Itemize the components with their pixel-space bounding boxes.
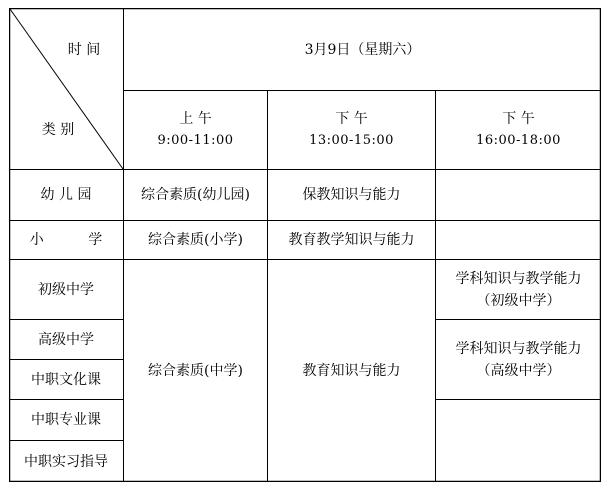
category-row-label: 初级中学 — [38, 281, 94, 298]
session-morning — [124, 91, 267, 169]
category-row-label: 中职文化课 — [31, 371, 101, 388]
subject-cell-merged: 综合素质(中学) — [148, 363, 243, 379]
session-time: 16:00-18:00 — [476, 133, 561, 148]
category-row-label: 中职实习指导 — [24, 453, 108, 470]
subject-line: 学科知识与教学能力 — [455, 270, 582, 287]
subject-cell: 综合素质(幼儿园) — [141, 187, 250, 203]
category-header-label: 类 别 — [41, 122, 75, 138]
subject-cell: 教育教学知识与能力 — [288, 232, 415, 248]
subject-line: （初级中学） — [476, 292, 561, 309]
category-row-label: 幼 儿 园 — [40, 187, 92, 203]
category-text: 小 学 — [29, 232, 103, 248]
exam-date: 3月9日（星期六） — [304, 42, 421, 58]
category-row-label: 中职专业课 — [31, 412, 101, 428]
category-row-label: 高级中学 — [38, 331, 94, 348]
session-period: 下 午 — [335, 111, 368, 127]
session-afternoon-2 — [436, 91, 601, 169]
session-time: 9:00-11:00 — [157, 133, 234, 148]
subject-cell-junior — [436, 260, 601, 319]
exam-schedule-table — [9, 8, 601, 482]
subject-cell-merged: 教育知识与能力 — [302, 363, 401, 379]
session-period: 上 午 — [179, 111, 212, 127]
session-time: 13:00-15:00 — [309, 133, 394, 148]
session-afternoon-1 — [268, 91, 435, 169]
subject-line: （高级中学） — [476, 362, 561, 379]
subject-cell: 保教知识与能力 — [302, 187, 401, 203]
subject-cell-senior — [436, 320, 601, 399]
subject-line: 学科知识与教学能力 — [455, 340, 582, 357]
session-period: 下 午 — [502, 111, 535, 127]
subject-cell: 综合素质(小学) — [148, 232, 243, 248]
category-row-label — [9, 221, 123, 259]
header-diagonal-line — [10, 9, 123, 169]
time-header-label: 时 间 — [67, 42, 101, 58]
